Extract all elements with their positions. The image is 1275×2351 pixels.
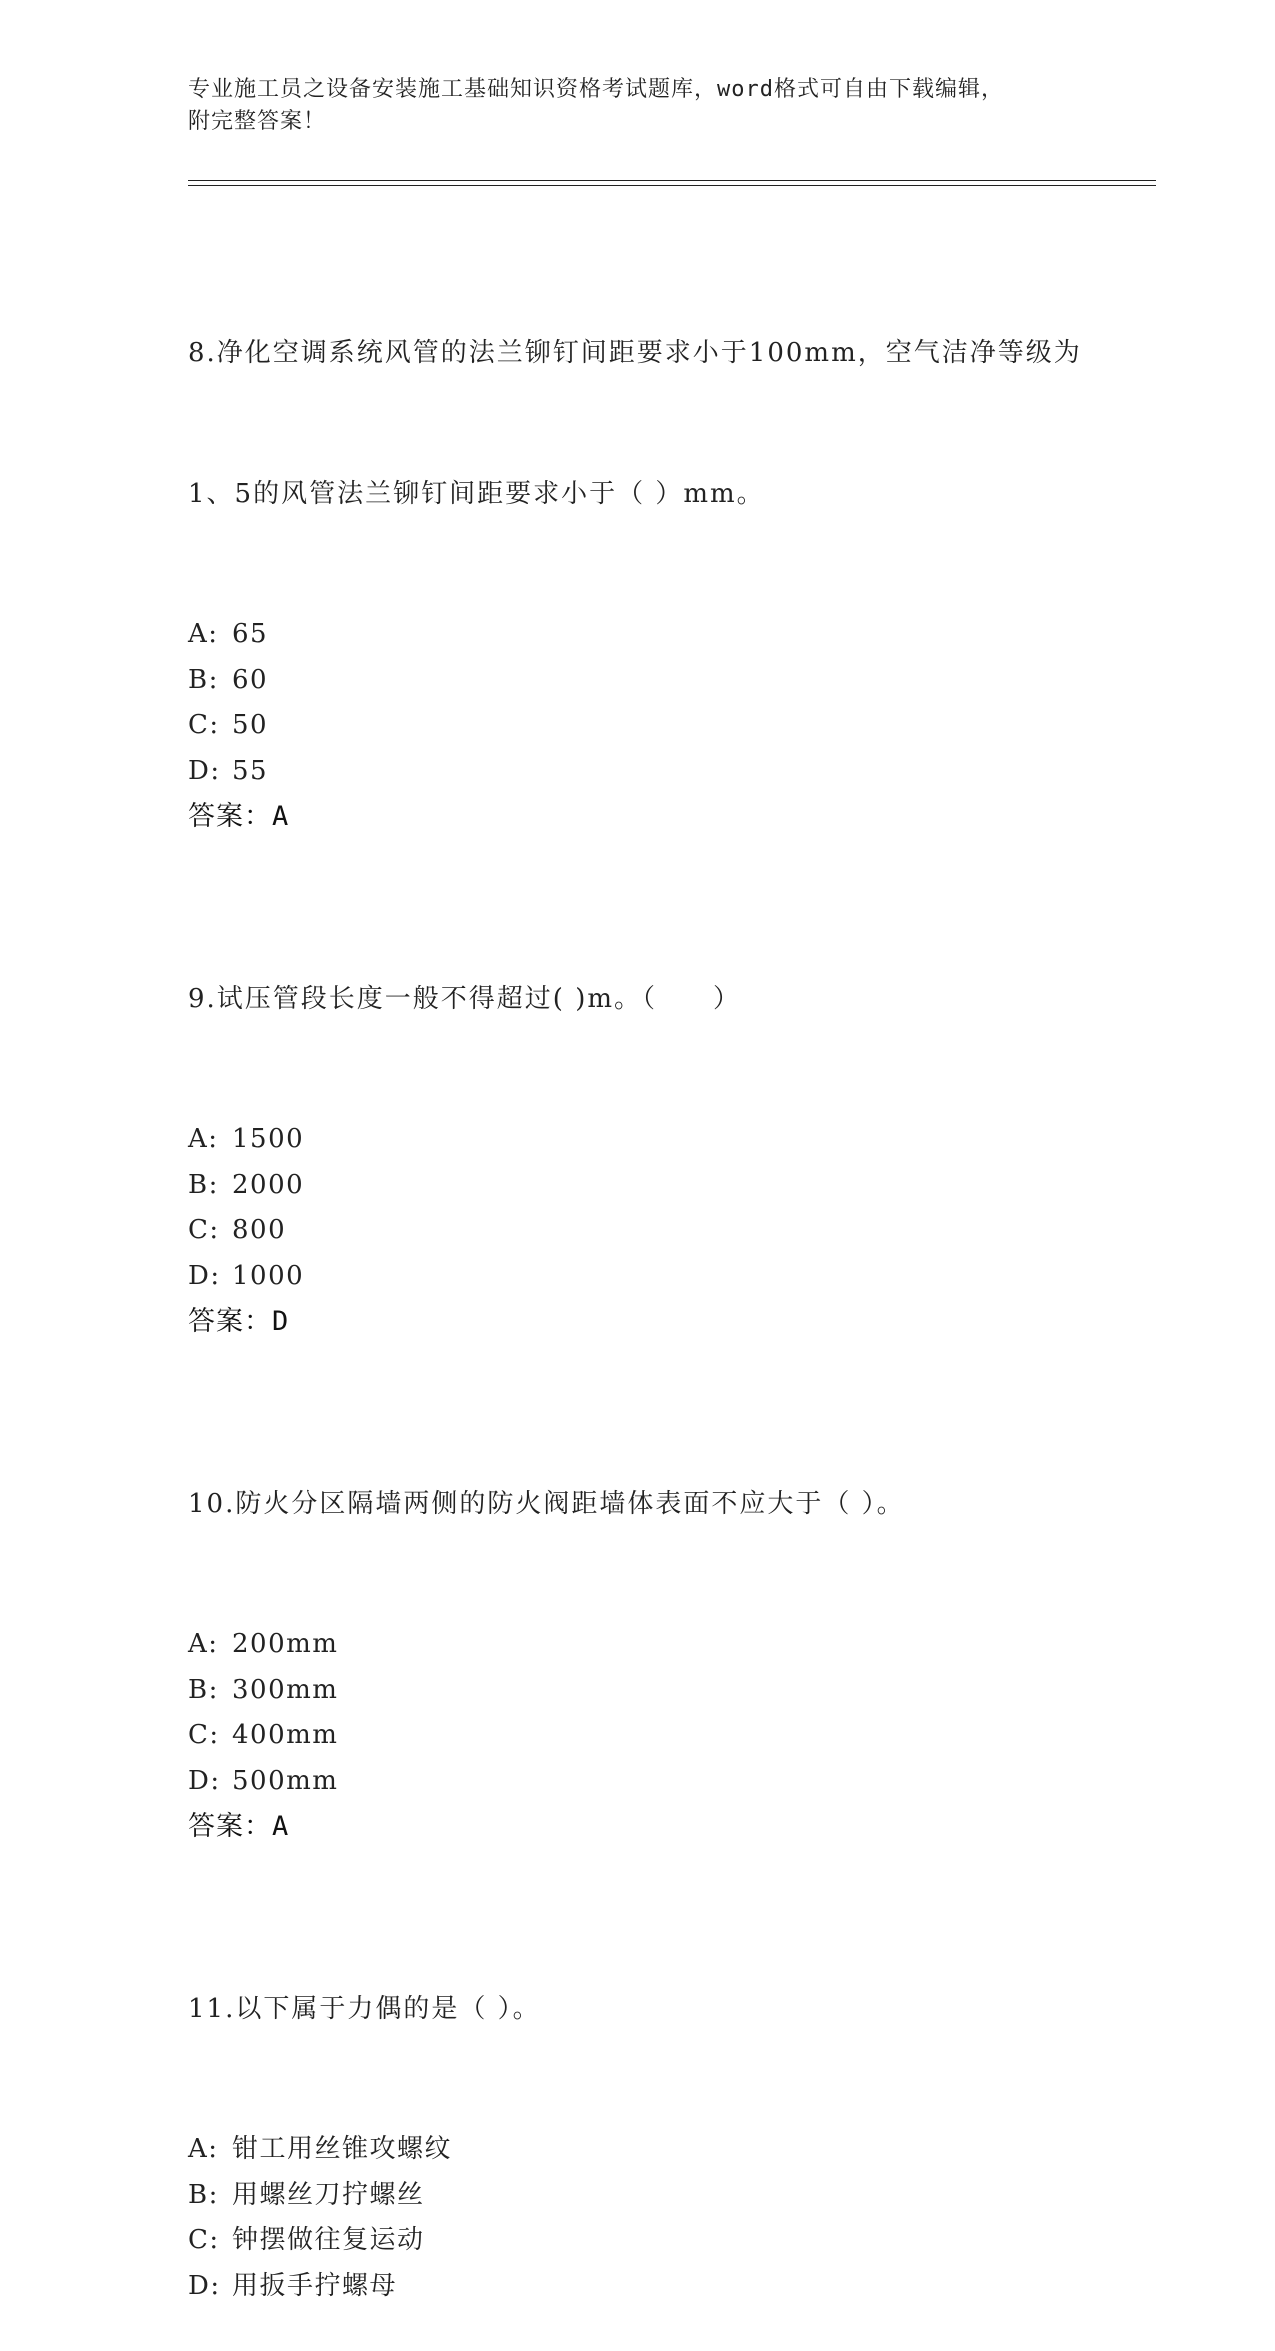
- option-a: [188, 1622, 1088, 1668]
- answer-label: 答案：: [188, 1306, 272, 1337]
- header-divider-bottom: [188, 185, 1156, 186]
- answer-value: A: [272, 801, 290, 832]
- option-key: D:: [188, 1260, 221, 1291]
- option-text: 400mm: [232, 1720, 339, 1750]
- option-c: [188, 1713, 1088, 1759]
- option-text: 1000: [232, 1260, 305, 1291]
- option-b: [188, 658, 1088, 704]
- option-key: B:: [188, 664, 219, 695]
- option-b: [188, 1163, 1088, 1209]
- answer-line: [188, 1804, 1088, 1850]
- question-stem-line-1: 11.以下属于力偶的是（ ）。: [188, 1994, 541, 2024]
- question-10: [188, 1387, 1088, 1850]
- option-key: C:: [188, 2225, 220, 2255]
- option-key: B:: [188, 2179, 219, 2210]
- option-key: A:: [188, 1629, 219, 1659]
- option-b: [188, 1668, 1088, 1714]
- option-d: [188, 749, 1088, 795]
- option-d: [188, 1254, 1088, 1300]
- option-text: 用扳手拧螺母: [232, 2270, 398, 2301]
- option-key: B:: [188, 1169, 219, 1200]
- option-a: [188, 1117, 1088, 1163]
- answer-value: A: [272, 1811, 290, 1842]
- document-header: [188, 74, 1088, 138]
- option-text: 50: [232, 710, 269, 740]
- answer-line: [188, 794, 1088, 840]
- question-stem: [188, 1387, 1088, 1622]
- option-text: 2000: [232, 1169, 305, 1200]
- answer-label: 答案：: [188, 801, 272, 832]
- option-key: D:: [188, 755, 221, 786]
- option-key: D:: [188, 2270, 221, 2301]
- option-text: 60: [232, 664, 269, 695]
- header-divider-top: [188, 180, 1156, 181]
- question-list: [188, 236, 1088, 2351]
- option-key: A:: [188, 619, 219, 649]
- option-text: 用螺丝刀拧螺丝: [232, 2179, 425, 2210]
- option-c: [188, 2218, 1088, 2264]
- question-stem: [188, 882, 1088, 1117]
- header-line-1: 专业施工员之设备安装施工基础知识资格考试题库，word格式可自由下载编辑，: [188, 77, 1004, 102]
- question-stem-line-1: 10.防火分区隔墙两侧的防火阀距墙体表面不应大于（ ）。: [188, 1489, 905, 1519]
- option-text: 300mm: [232, 1674, 339, 1705]
- option-key: C:: [188, 1215, 220, 1245]
- option-key: C:: [188, 710, 220, 740]
- option-a: [188, 612, 1088, 658]
- option-c: [188, 703, 1088, 749]
- option-d: [188, 1759, 1088, 1805]
- question-stem-line-1: 8.净化空调系统风管的法兰铆钉间距要求小于100mm，空气洁净等级为: [188, 338, 1082, 368]
- option-text: 65: [232, 619, 269, 649]
- option-a: [188, 2127, 1088, 2173]
- option-key: D:: [188, 1765, 221, 1796]
- question-9: [188, 882, 1088, 1345]
- option-text: 55: [232, 755, 269, 786]
- option-b: [188, 2173, 1088, 2219]
- option-key: A:: [188, 2134, 219, 2164]
- question-stem: [188, 1892, 1088, 2127]
- option-key: C:: [188, 1720, 220, 1750]
- question-stem-line-1: 9.试压管段长度一般不得超过( )m。（ ）: [188, 984, 742, 1014]
- option-text: 钳工用丝锥攻螺纹: [232, 2134, 453, 2164]
- option-text: 200mm: [232, 1629, 339, 1659]
- option-text: 500mm: [232, 1765, 339, 1796]
- option-c: [188, 1208, 1088, 1254]
- option-text: 1500: [232, 1124, 305, 1154]
- option-key: B:: [188, 1674, 219, 1705]
- question-stem-line-2: 1、5的风管法兰铆钉间距要求小于（ ）mm。: [188, 479, 765, 509]
- question-8: [188, 236, 1088, 840]
- question-11: [188, 1892, 1088, 2309]
- header-line-2: 附完整答案！: [188, 109, 327, 134]
- option-text: 钟摆做往复运动: [232, 2225, 425, 2255]
- answer-value: D: [272, 1306, 290, 1337]
- option-key: A:: [188, 1124, 219, 1154]
- answer-label: 答案：: [188, 1811, 272, 1842]
- option-d: [188, 2264, 1088, 2310]
- option-text: 800: [232, 1215, 287, 1245]
- answer-line: [188, 1299, 1088, 1345]
- question-stem: [188, 236, 1088, 612]
